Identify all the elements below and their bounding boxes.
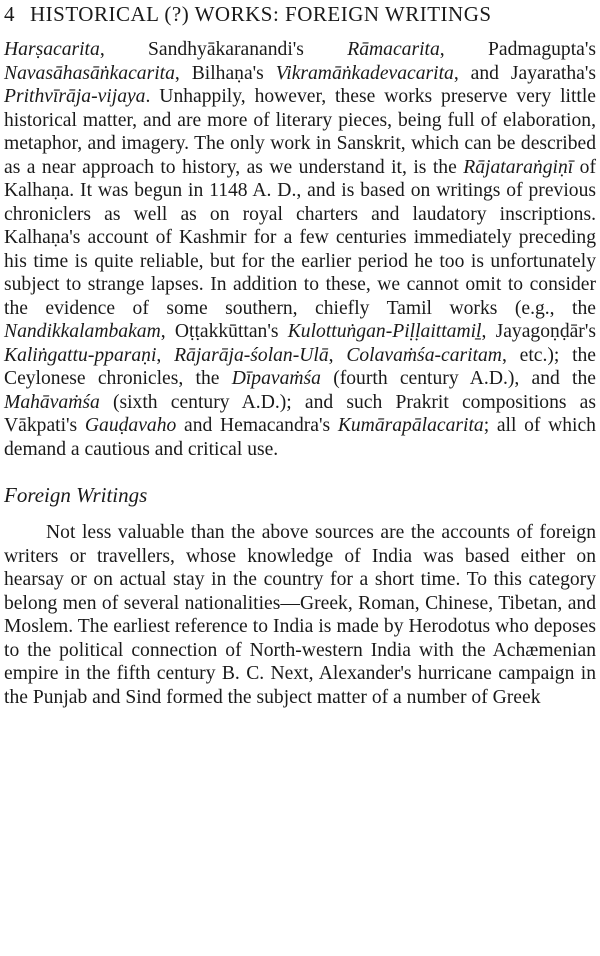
work-title: Kumārapālacarita xyxy=(337,415,484,436)
text-run: , Sandhyākaranandi's xyxy=(99,39,348,60)
section-heading: Foreign Writings xyxy=(4,483,148,507)
work-title: Navasāhasāṅkacarita xyxy=(4,62,175,84)
text-run: , xyxy=(328,344,347,366)
paragraph-2: Not less valuable than the above sources are the accounts of foreign writers or travellers, whose knowledge of India was based either on hearsay or on actual stay in the country for a short time. To this category belong men of several nationalities—Greek, Roman, Chinese, Tibetan, and Moslem. The earliest reference to India is made by Herodotus who deposes to the political connection of North-western India with the Achæmenian empire in the fifth century B. C. Next, Alexander's hurricane campaign in the Punjab and Sind formed the subject matter of a number of Greek xyxy=(4,522,596,708)
work-title: Rājataraṅgiṇī xyxy=(463,156,574,178)
text-run: (fourth century A.D.), and the xyxy=(320,368,596,389)
work-title: Kulottuṅgan-Piḷḷaittamiḻ xyxy=(287,321,482,342)
text-run: . Unhappily, however, these works preserve very little historical matter, and are more of literary pieces, being full of elaboration, metaphor, and imagery. The only work in Sanskrit, which can be described as a near approach to history, as we understand it, is the xyxy=(4,86,596,178)
work-title: Colavaṁśa-caritam xyxy=(346,344,502,366)
work-title: Prithvīrāja-vijaya xyxy=(4,86,146,107)
paragraph-1 xyxy=(4,38,596,461)
text-run: and Hemacandra's xyxy=(176,415,338,436)
work-title: Harṣacarita xyxy=(4,39,100,60)
text-run: , Oṭṭakkūttan's xyxy=(160,321,288,342)
work-title: Nandikkalambakam xyxy=(4,321,161,342)
work-title: Gauḍavaho xyxy=(84,415,177,436)
work-title: Rāmacarita xyxy=(347,39,440,60)
text-run: , Bilhaṇa's xyxy=(174,62,276,84)
work-title: Mahāvaṁśa xyxy=(4,391,100,413)
page-number: 4 xyxy=(4,2,15,26)
text-run: , etc.); the Ceylonese chronicles, the xyxy=(4,344,597,389)
work-title: Kaliṅgattu-pparaṇi xyxy=(4,344,157,366)
body-text xyxy=(4,38,596,709)
work-title: Vikramāṅkadevacarita xyxy=(275,62,454,84)
running-title: HISTORICAL (?) WORKS: FOREIGN WRITINGS xyxy=(30,2,492,26)
text-run: , Padmagupta's xyxy=(439,39,597,60)
work-title: Dīpavaṁśa xyxy=(231,368,321,389)
text-run: , xyxy=(156,344,175,366)
work-title: Rājarāja-śolan-Ulā xyxy=(174,344,329,366)
text-run: , Jayagoṇḍār's xyxy=(481,321,596,342)
text-run: of Kalhaṇa. It was begun in 1148 A. D., and is based on writings of previous chroniclers as well as on royal charters and laudatory inscriptions. Kalhaṇa's account of Kashmir for a few centuries immediately preceding his time is quite reliable, but for the earlier period he too is unfortunately subject to strange lapses. In addition to these, we cannot omit to consider the evidence of some southern, chiefly Tamil works (e.g., the xyxy=(4,156,596,319)
text-run: , and Jayaratha's xyxy=(453,62,596,84)
running-header xyxy=(4,2,596,32)
text-run: ; all of which demand a cautious and critical use. xyxy=(4,415,596,460)
text-run: (sixth century A.D.); and such Prakrit compositions as Vākpati's xyxy=(4,391,596,436)
